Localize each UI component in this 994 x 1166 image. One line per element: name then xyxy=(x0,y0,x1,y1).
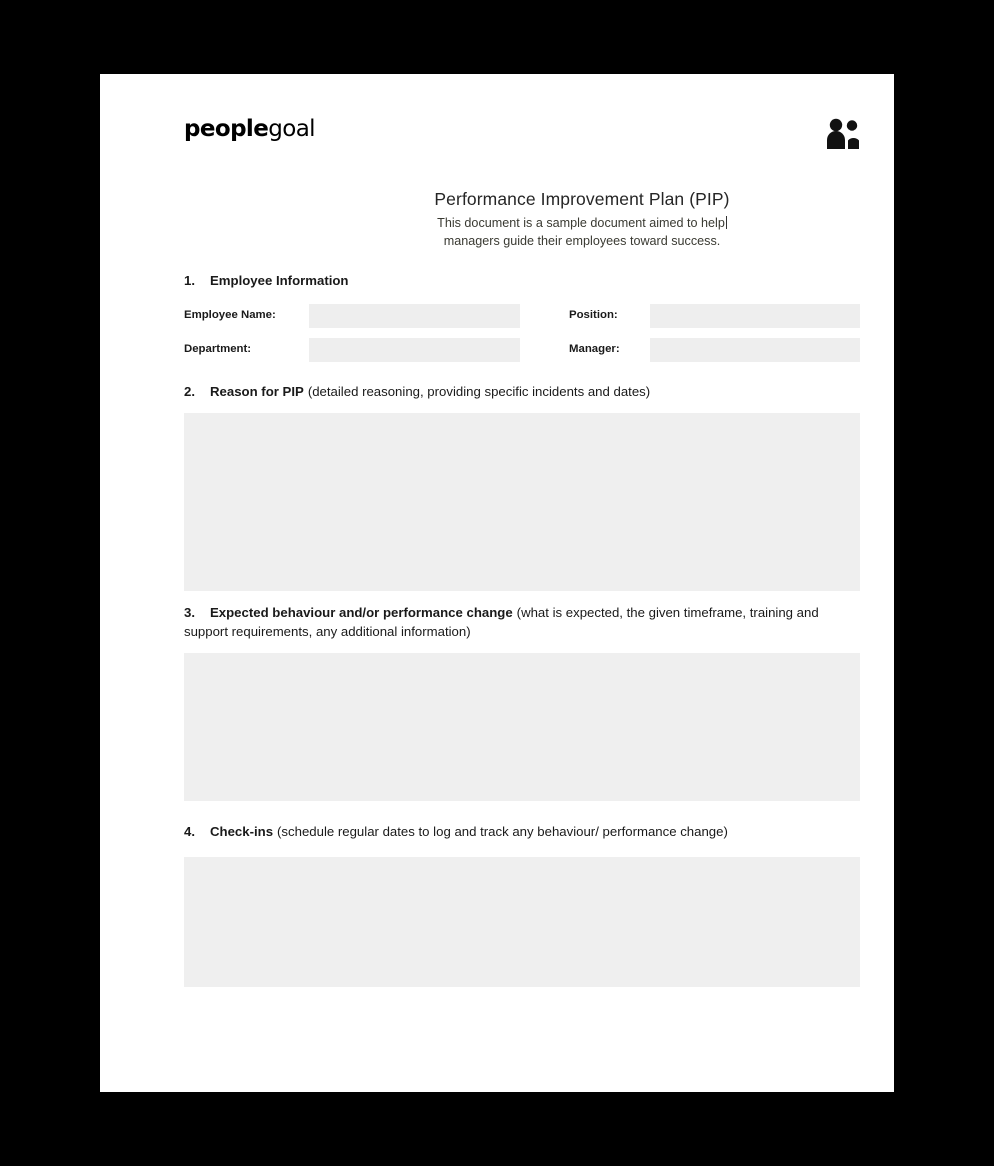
logo-text-bold: people xyxy=(184,116,269,142)
section-desc-4: (schedule regular dates to log and track any behaviour/ performance change) xyxy=(277,824,728,839)
peoplegoal-logo xyxy=(184,116,315,142)
title-block xyxy=(184,189,860,251)
page-subtitle-line1: This document is a sample document aimed to help xyxy=(437,216,725,230)
section-title-2: Reason for PIP xyxy=(210,384,304,399)
info-row-2 xyxy=(184,337,860,371)
section-number-4: 4. xyxy=(184,824,195,839)
section-title-1: Employee Information xyxy=(210,273,349,288)
document-page xyxy=(100,74,894,1092)
department-input[interactable] xyxy=(309,338,520,362)
label-manager: Manager: xyxy=(569,343,620,355)
check-ins-textarea[interactable] xyxy=(184,857,860,987)
reason-for-pip-textarea[interactable] xyxy=(184,413,860,591)
employee-information-grid xyxy=(184,303,860,371)
section-number-1: 1. xyxy=(184,273,195,288)
label-department: Department: xyxy=(184,343,252,355)
section-number-3: 3. xyxy=(184,605,195,620)
page-content xyxy=(184,74,860,1092)
section-number-2: 2. xyxy=(184,384,195,399)
expected-change-textarea[interactable] xyxy=(184,653,860,801)
text-caret xyxy=(726,216,727,229)
logo-text-light: goal xyxy=(268,116,315,142)
page-subtitle-line2: managers guide their employees toward success. xyxy=(443,233,721,248)
section-desc-2: (detailed reasoning, providing specific incidents and dates) xyxy=(307,384,651,399)
section-heading-expected-change xyxy=(184,603,860,641)
section-title-4: Check-ins xyxy=(210,824,274,839)
section-title-3: Expected behaviour and/or performance change xyxy=(210,605,513,620)
section-heading-reason-for-pip xyxy=(184,382,860,401)
info-row-1 xyxy=(184,303,860,337)
label-employee-name: Employee Name: xyxy=(184,309,276,321)
position-input[interactable] xyxy=(650,304,860,328)
page-title: Performance Improvement Plan (PIP) xyxy=(434,189,730,209)
document-header xyxy=(184,116,860,156)
page-subtitle xyxy=(184,215,860,251)
manager-input[interactable] xyxy=(650,338,860,362)
section-heading-employee-information xyxy=(184,271,860,290)
people-group-icon xyxy=(826,118,860,150)
employee-name-input[interactable] xyxy=(309,304,520,328)
section-desc-3: (what is expected, the given timeframe, training and support requirements, any additional information) xyxy=(184,605,819,640)
label-position: Position: xyxy=(569,309,618,321)
section-heading-check-ins xyxy=(184,822,860,841)
